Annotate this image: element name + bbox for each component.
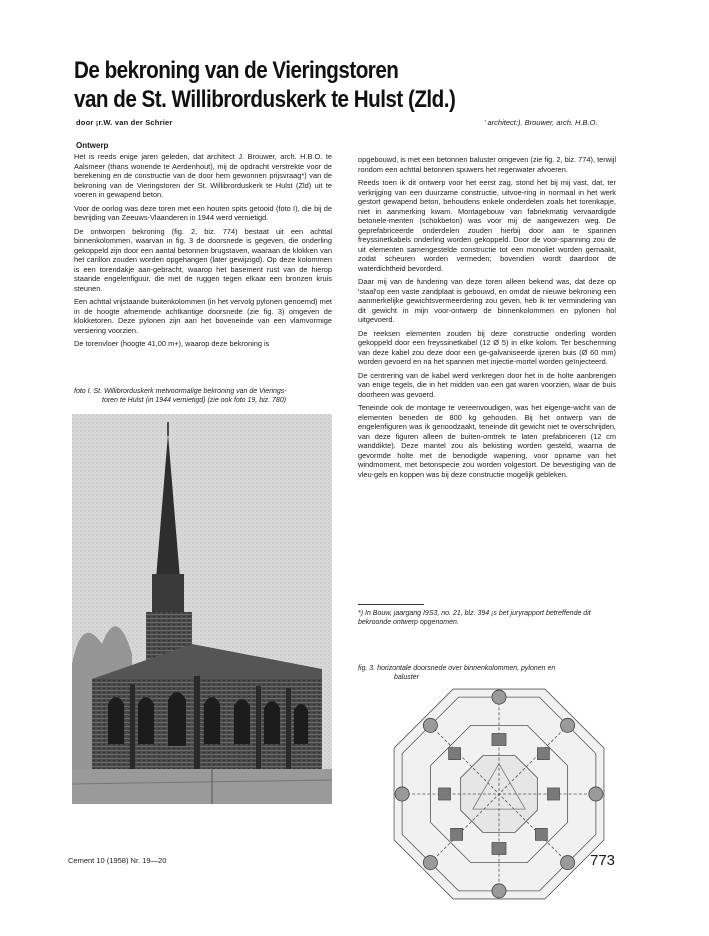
page-number: 773 <box>590 852 616 869</box>
section-heading: Ontwerp <box>76 141 109 150</box>
author-byline: door ¡r.W. van der Schrier <box>76 118 173 127</box>
floor-plan-drawing <box>388 683 610 905</box>
paragraph: Daar mij van de fundering van deze toren alleen bekend was, dat deze op 'staal'op een vaste zandplaat is gebouwd, en omdat de nieuwe bekroning een aanmerkelijke gewichtsvermeerdering zou geven, heb ik ter vermindering van dit gewicht in mijn voor-ontwerp de binnenkolommen en pylonen hol uitgevoerd. <box>358 277 616 324</box>
paragraph: De ontworpen bekroning (fig. 2, biz. 774) bestaat uit een achttal binnenkolommen, waarvan in fig. 3 de doorsnede is gegeven, die onderling gekoppeld zijn door een aantal betonnen brugstaven, waaraan de klokken van het carillon zouden worden opgehangen (later gewijzigd). Op deze kolommen is een torendakje aan-gebracht, waarop het basement rust van de hierop staande engelenfiguur, die met de ruggen tegen elkaar een bronzen kruis steunen. <box>74 226 332 293</box>
photo-caption-line-1: foto I. St. Willibrorduskerk metvoormalige bekroning van de Vierings- <box>74 388 287 395</box>
paragraph: Reeds toen ik dit ontwerp voor het eerst zag, stond het bij mij vast, dat, ter verkrijging van een duurzame constructie, uitvoe-ring in normaal in het werk gestort gewapend beton, behoudens enkele onderdelen zoals het torenkapje, niet in aanmerking kwam. Montagebouw van fabriekmatig vervaardigde betonele-menten (schokbeton) was voor mij de aangewezen weg. De geprefabriceerde onderdelen zouden hierbij door aan te spannen freyssinetkabels onderling worden gekoppeld. Door de voor-spanning zou de uit elementen samengestelde constructie tot een monoliet worden gemaakt, zodat scheuren worden vermeden; bovendien wordt daardoor de waterdichtheid bevorderd. <box>358 178 616 273</box>
paragraph: Voor de oorlog was deze toren met een houten spits getooid (foto I), die bij de bevrijding van Zeeuws-Vlaanderen in 1944 werd vernietigd. <box>74 203 332 222</box>
right-column <box>358 155 616 483</box>
publication-info: Cement 10 (1958) Nr. 19—20 <box>68 856 167 865</box>
photo-caption <box>74 387 332 405</box>
paragraph: De torenvloer (hoogte 41,00 m+), waarop deze bekroning is <box>74 339 270 348</box>
architect-note: ' architect:). Brouwer, arch. H.B.O. <box>484 118 598 127</box>
figure-caption-line-2: baluster <box>394 674 419 681</box>
photo-caption-line-2: toren te Hulst (in 1944 vernietigd) (zie ook foto 19, biz. 780) <box>102 397 287 404</box>
paragraph: Een achttal vrijstaande buitenkolommen (in het vervolg pylonen genoemd) met in de hoogte afnemende achtkantige doorsnede (zie fig. 3) omgeven de klokketoren. Deze pylonen zijn aan het boveneinde van een vlamvormige versiering voorzien. <box>74 297 332 335</box>
figure-caption-line-1: fig. 3. horizontale doorsnede over binnenkolommen, pylonen en <box>358 665 556 672</box>
title-line-1: De bekroning van de Vieringstoren <box>74 57 399 84</box>
article-title <box>74 56 521 114</box>
footnote-rule <box>358 604 424 605</box>
left-column <box>74 152 332 353</box>
title-line-2: van de St. Willibrorduskerk te Hulst (Zld.) <box>74 86 456 113</box>
figure-caption <box>358 664 616 682</box>
paragraph: opgebouwd, is met een betonnen baluster omgeven (zie fig. 2, biz. 774), terwijl rondom een achttal betonnen spuwers het regenwater afvoeren. <box>358 155 616 174</box>
church-photo <box>72 414 332 804</box>
paragraph: Het is reeds enige jaren geleden, dat architect J. Brouwer, arch. H.B.O. te Aalsmeer (thans wonende te Aerdenhout), mij de opdracht verstrekte voor de berekening en de constructie van de door hem gewonnen prijsvraag*) van de bekroning van de Vieringstoren der St. Willibrorduskerk te Hulst (Zld) uit te voeren in gewapend beton. <box>74 152 332 199</box>
footnote: *) In Bouw, jaargang I9S3, no. 21, blz. 394 ¡s bet juryrapport betreffende dit bekroonde ontwerp opgenomen. <box>358 610 591 626</box>
paragraph: De centrering van de kabel werd verkregen door het in de holte aanbrengen van enige tegels, die in het midden van een gat waren voorzien, waar de buis doorheen was gevoerd. <box>358 370 616 399</box>
paragraph: Teneinde ook de montage te vereenvoudigen, was het eigenge-wicht van de elementen beneden de 800 kg gehouden. Bij het ontwerp van de engelenfiguren was ik genoodzaakt, teneinde dit gewicht niet te overschrijden, van deze figuren alleen de buiten-omtrek te laten prefabriceren (12 cm wanddikte). Deze mantel zou als bekisting worden gesteld, waarna de gevormde holte met de benodigde wapening, voor opname van het windmoment, met betonspecie zou worden volgestort. De bevestiging van de vleu-gels en koppen was bij deze constructie mogelijk gebleken. <box>358 403 616 479</box>
paragraph: De reeksen elementen zouden bij deze constructie onderling worden gekoppeld door een freyssinetkabel (12 Ø 5) in elke kolom. Ter bescherming van deze kabel zou deze door een ge-galvaniseerde ijzeren buis (Ø 60 mm) worden gevoerd en na het spannen met injectie-mortel worden geïnjecteerd. <box>358 328 616 366</box>
